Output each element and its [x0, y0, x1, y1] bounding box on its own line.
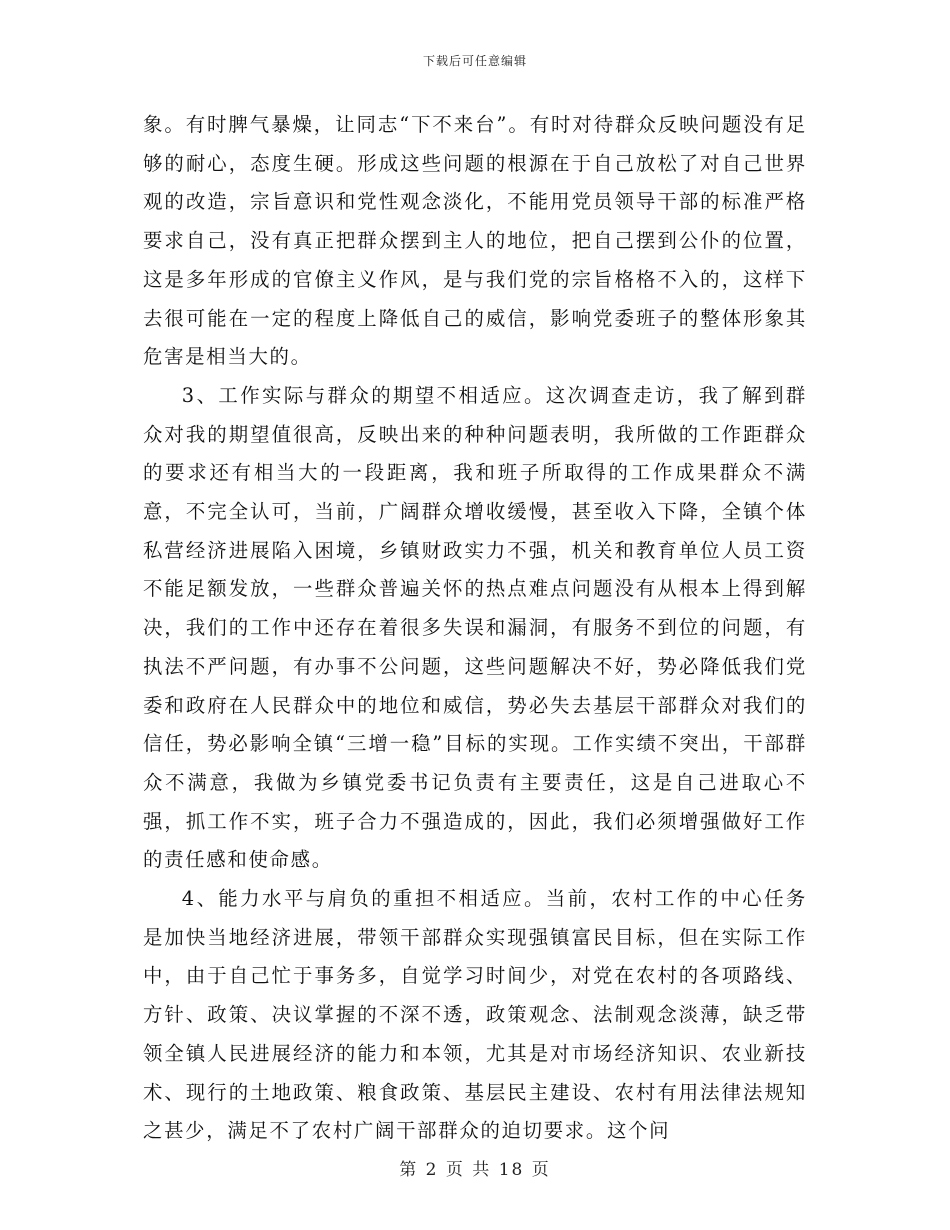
body-paragraph-3: 3、工作实际与群众的期望不相适应。这次调查走访，我了解到群众对我的期望值很高，反映出来的种种问题表明，我所做的工作距群众的要求还有相当大的一段距离，我和班子所取得的工作成果群众不满意，不完全认可，当前，广阔群众增收缓慢，甚至收入下降，全镇个体私营经济进展陷入困境，乡镇财政实力不强，机关和教育单位人员工资不能足额发放，一些群众普遍关怀的热点难点问题没有从根本上得到解决，我们的工作中还存在着很多失误和漏洞，有服务不到位的问题，有执法不严问题，有办事不公问题，这些问题解决不好，势必降低我们党委和政府在人民群众中的地位和威信，势必失去基层干部群众对我们的信任，势必影响全镇“三增一稳”目标的实现。工作实绩不突出，干部群众不满意，我做为乡镇党委书记负责有主要责任，这是自己进取心不强，抓工作不实，班子合力不强造成的，因此，我们必须增强做好工作的责任感和使命感。	[143, 383, 807, 872]
body-paragraph-4: 4、能力水平与肩负的重担不相适应。当前，农村工作的中心任务是加快当地经济进展，带领干部群众实现强镇富民目标，但在实际工作中，由于自己忙于事务多，自觉学习时间少，对党在农村的各项路线、方针、政策、决议掌握的不深不透，政策观念、法制观念淡薄，缺乏带领全镇人民进展经济的能力和本领，尤其是对市场经济知识、农业新技术、现行的土地政策、粮食政策、基层民主建设、农村有用法律法规知之甚少，满足不了农村广阔干部群众的迫切要求。这个问	[143, 887, 807, 1143]
body-paragraph-continued: 象。有时脾气暴燥，让同志“下不来台”。有时对待群众反映问题没有足够的耐心，态度生硬。形成这些问题的根源在于自己放松了对自己世界观的改造，宗旨意识和党性观念淡化，不能用党员领导干部的标准严格要求自己，没有真正把群众摆到主人的地位，把自己摆到公仆的位置，这是多年形成的官僚主义作风，是与我们党的宗旨格格不入的，这样下去很可能在一定的程度上降低自己的威信，影响党委班子的整体形象其危害是相当大的。	[143, 113, 807, 369]
page-number-footer: 第 2 页 共 18 页	[399, 1160, 551, 1180]
document-body	[143, 106, 807, 1151]
page-header-note: 下载后可任意编辑	[422, 54, 527, 68]
